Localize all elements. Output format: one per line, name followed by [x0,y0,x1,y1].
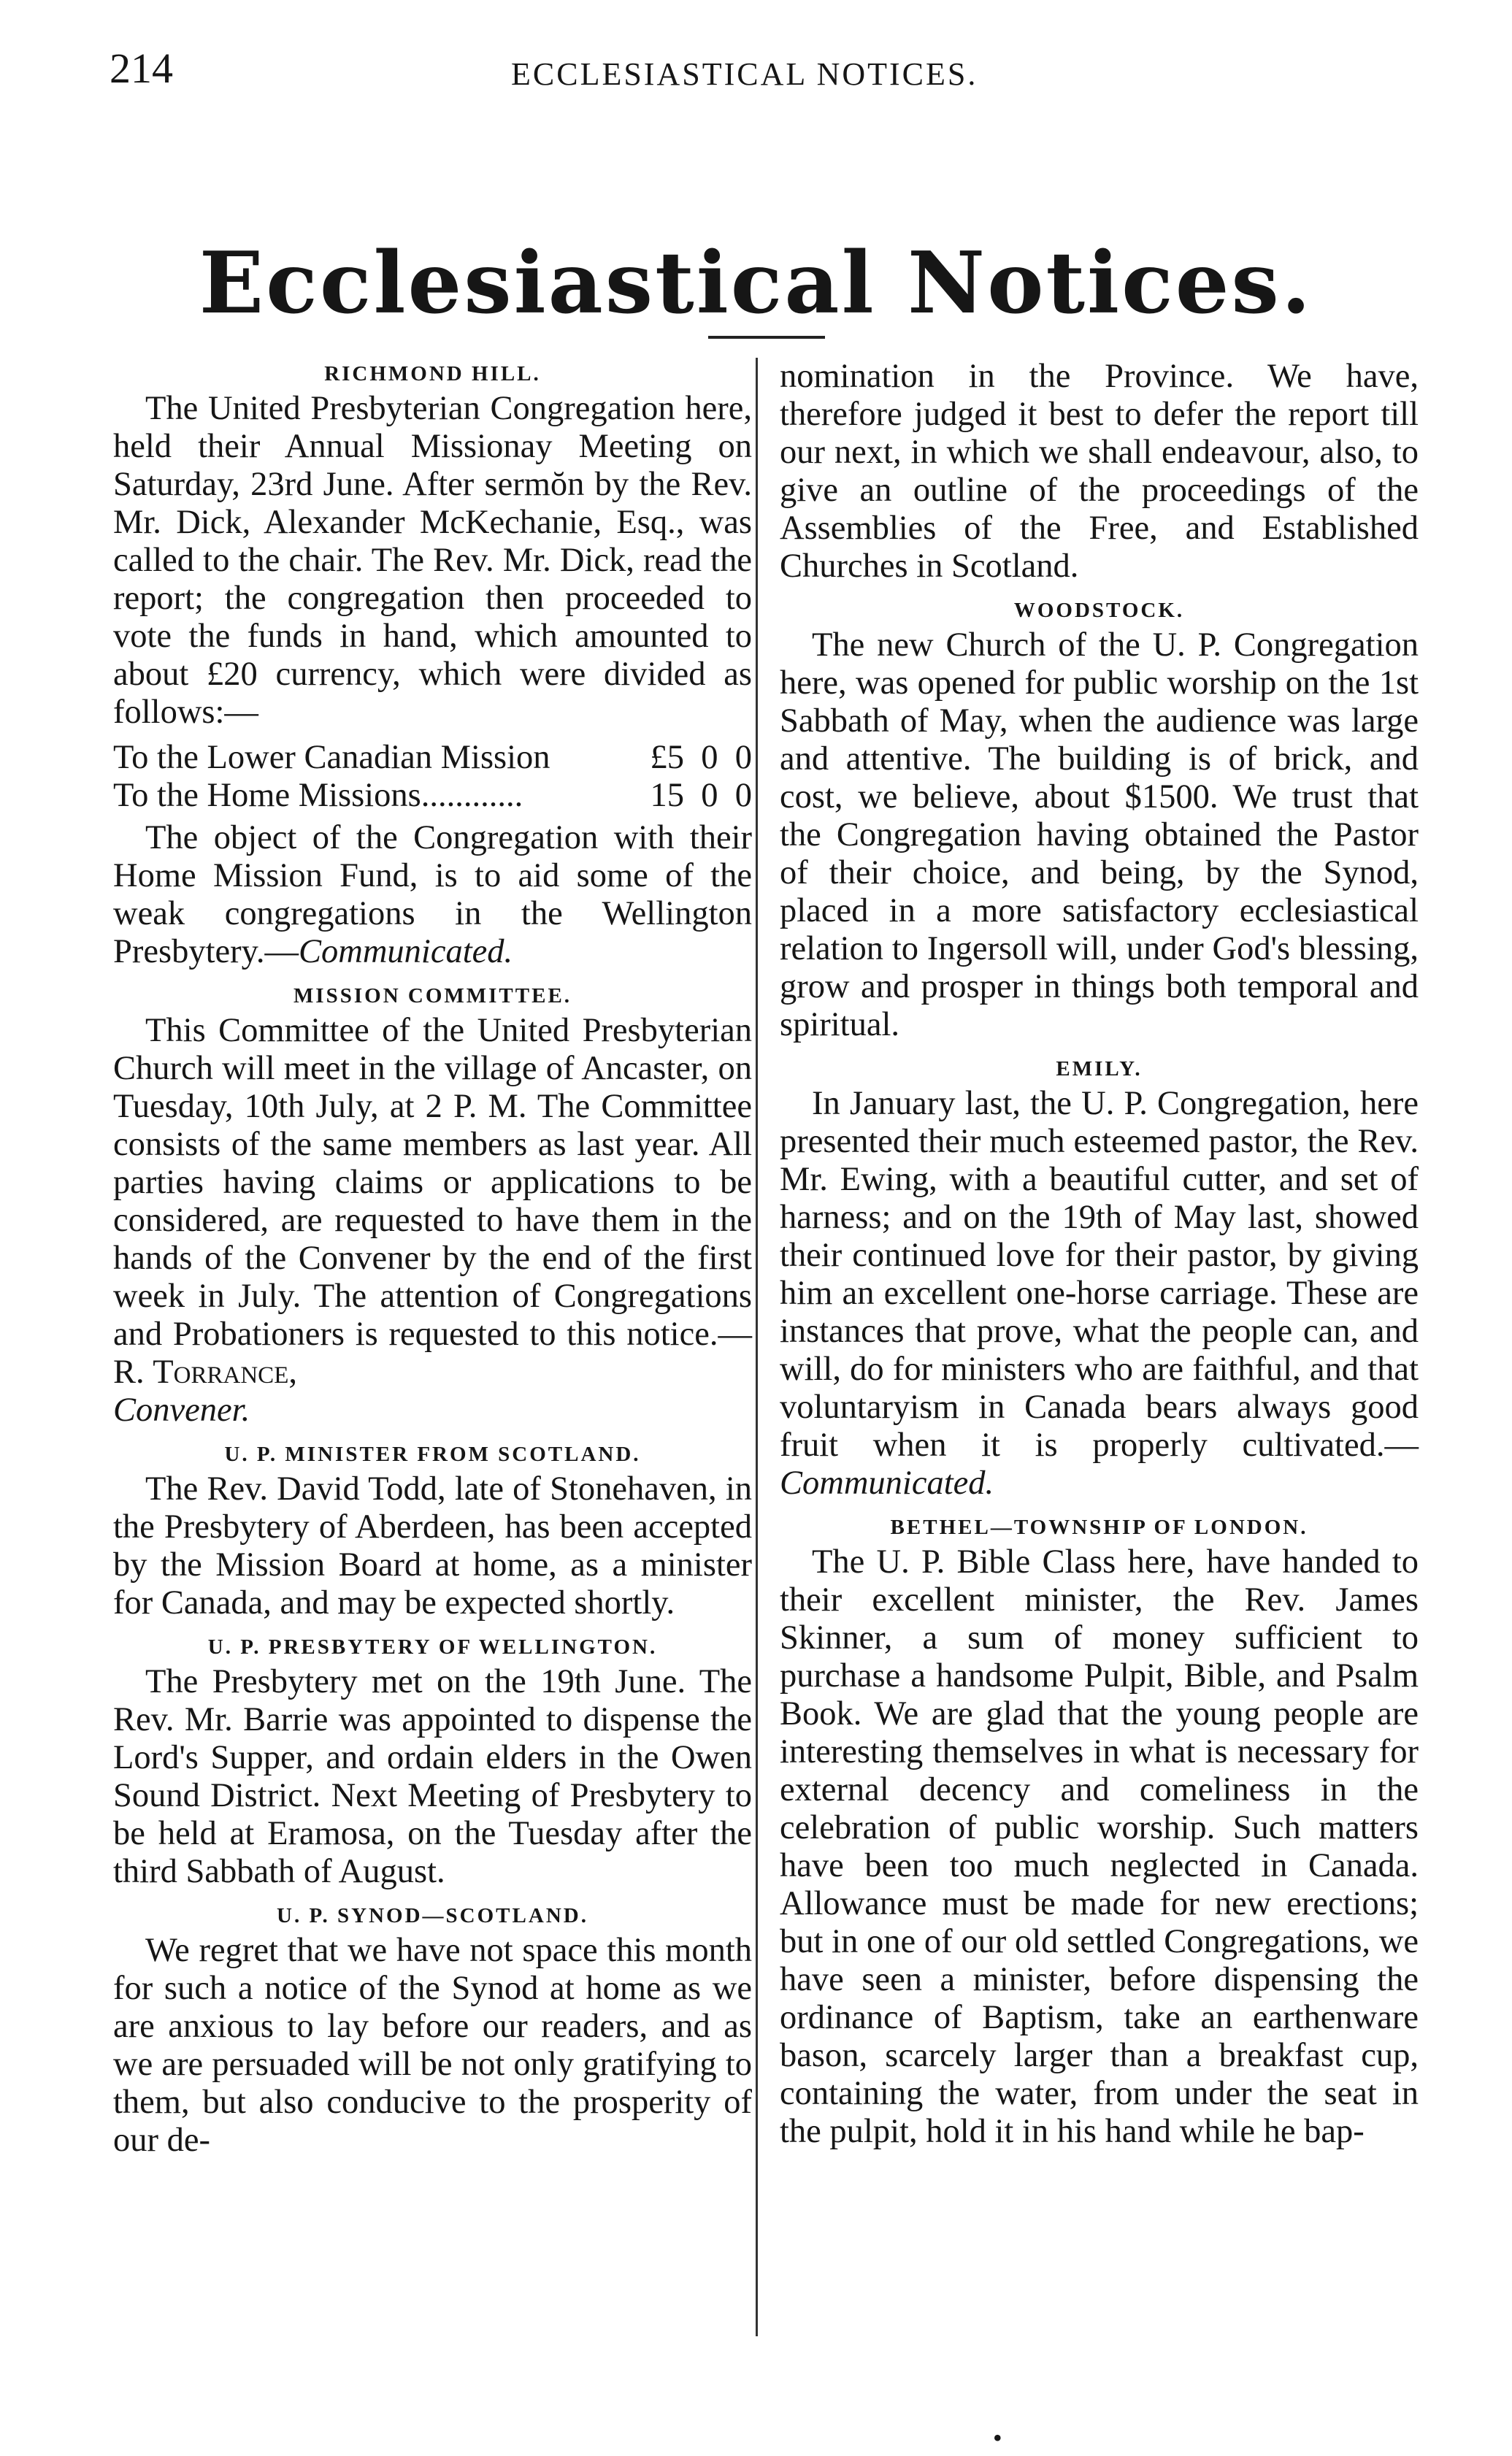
notice-heading: BETHEL—TOWNSHIP OF LONDON. [890,1516,1308,1539]
notice-text: This Committee of the United Presbyterian Church will meet in the village of Ancaster, on Tuesday, 10th July, at 2 P. M. The Committee consists of the same members as last year. All parties having claims or applications to be considered, are requested to have them in the hands of the Convener by the end of the first week in July. The attention of Congregations and Probationers is requested to this notice.—R. [113,1012,752,1391]
left-column [113,358,752,2160]
notice-paragraph [780,1085,1419,1503]
ledger-label: To the Lower Canadian Mission [113,739,550,776]
notice-paragraph: We regret that we have not space this month for such a notice of the Synod at home as we are anxious to lay before our readers, and as we are persuaded will be not only gratifying to them, but also conducive to the prosperity of our de- [113,1932,752,2159]
notice-heading: U. P. SYNOD—SCOTLAND. [277,1904,588,1927]
signature: Communicated. [298,933,513,970]
notice-paragraph: The new Church of the U. P. Congregation here, was opened for public worship on the 1st Sabbath of May, when the audience was large and attentive. The building is of brick, and cost, we believe, about $1500. We trust that the Congregation having obtained the Pastor of their choice, and being, by the Synod, placed in a more satisfactory ecclesiastical relation to Ingersoll will, under God's blessing, grow and prosper in things both temporal and spiritual. [780,626,1419,1043]
ledger-label: To the Home Missions............ [113,777,523,814]
signature: Communicated. [780,1465,994,1502]
notice-paragraph: The Presbytery met on the 19th June. The Rev. Mr. Barrie was appointed to dispense the Lord's Supper, and ordain elders in the Owen Sound District. Next Meeting of Presbytery to be held at Eramosa, on the Tuesday after the third Sabbath of August. [113,1663,752,1890]
notice-richmond-hill [113,358,752,971]
right-column [780,358,1419,2151]
notice-heading: U. P. MINISTER FROM SCOTLAND. [224,1443,641,1466]
notice-heading: RICHMOND HILL. [324,362,541,385]
ledger-row [113,777,752,815]
notice-synod-scotland [113,1900,752,2160]
footer-mark: • [993,2423,1002,2452]
notice-mission-committee [113,980,752,1430]
page-title: Ecclesiastical Notices. [199,234,1313,333]
notice-heading: U. P. PRESBYTERY OF WELLINGTON. [207,1635,658,1659]
notice-minister-from-scotland [113,1438,752,1622]
notice-paragraph [113,819,752,971]
page-number: 214 [110,45,173,92]
notice-paragraph: The United Presbyterian Congregation here, held their Annual Missionay Meeting on Saturday, 23rd June. After sermŏn by the Rev. Mr. Dick, Alexander McKechanie, Esq., was called to the chair. The Rev. Mr. Dick, read the report; the congregation then proceeded to vote the funds in hand, which amounted to about £20 currency, which were divided as follows:— [113,390,752,731]
notice-paragraph: The U. P. Bible Class here, have handed to their excellent minister, the Rev. James Skinner, a sum of money sufficient to purchase a handsome Pulpit, Bible, and Psalm Book. We are glad that the young people are interesting themselves in what is necessary for external decency and comeliness in the celebration of public worship. Such matters have been too much neglected in Canada. Allowance must be made for new erections; but in one of our old settled Congregations, we have seen a minister, before dispensing the ordinance of Baptism, take an earthenware bason, scarcely larger than a breakfast cup, containing the water, from under the seat in the pulpit, hold it in his hand while he bap- [780,1543,1419,2150]
signature-name: Torrance, [153,1354,297,1391]
notice-presbytery-wellington [113,1631,752,1891]
notice-text: The object of the Congregation with their Home Mission Fund, is to aid some of the weak congregations in the Wellington Presbytery.— [113,819,752,970]
notice-heading: EMILY. [1056,1057,1143,1081]
notice-heading: MISSION COMMITTEE. [293,984,572,1008]
ledger-amount: £5 0 0 [650,739,752,776]
notice-paragraph-continued: nomination in the Province. We have, therefore judged it best to defer the report till our next, in which we shall endeavour, also, to give an outline of the proceedings of the Assemblies of the Free, and Established Churches in Scotland. [780,358,1419,585]
notice-paragraph: The Rev. David Todd, late of Stonehaven, in the Presbytery of Aberdeen, has been accepted by the Mission Board at home, as a minister for Canada, and may be expected shortly. [113,1470,752,1622]
running-title: ECCLESIASTICAL NOTICES. [511,56,978,92]
notice-bethel [780,1511,1419,2151]
notice-emily [780,1053,1419,1503]
title-rule [708,336,825,339]
column-divider [756,358,758,2336]
notice-text: In January last, the U. P. Congregation, here presented their much esteemed pastor, the Rev. Mr. Ewing, with a beautiful cutter, and set of harness; and on the 19th of May last, showed their continued love for their pastor, by giving him an excellent one-horse carriage. These are instances that prove, what the people can, and will, do for ministers who are faithful, and that voluntaryism in Canada bears always good fruit when it is properly cultivated.— [780,1085,1419,1464]
notice-woodstock [780,594,1419,1044]
notice-heading: WOODSTOCK. [1013,599,1185,622]
signature-title: Convener. [113,1392,250,1429]
running-head [110,44,1490,110]
notice-paragraph [113,1012,752,1430]
donation-ledger [113,739,752,815]
ledger-row [113,739,752,777]
ledger-amount: 15 0 0 [650,777,752,814]
